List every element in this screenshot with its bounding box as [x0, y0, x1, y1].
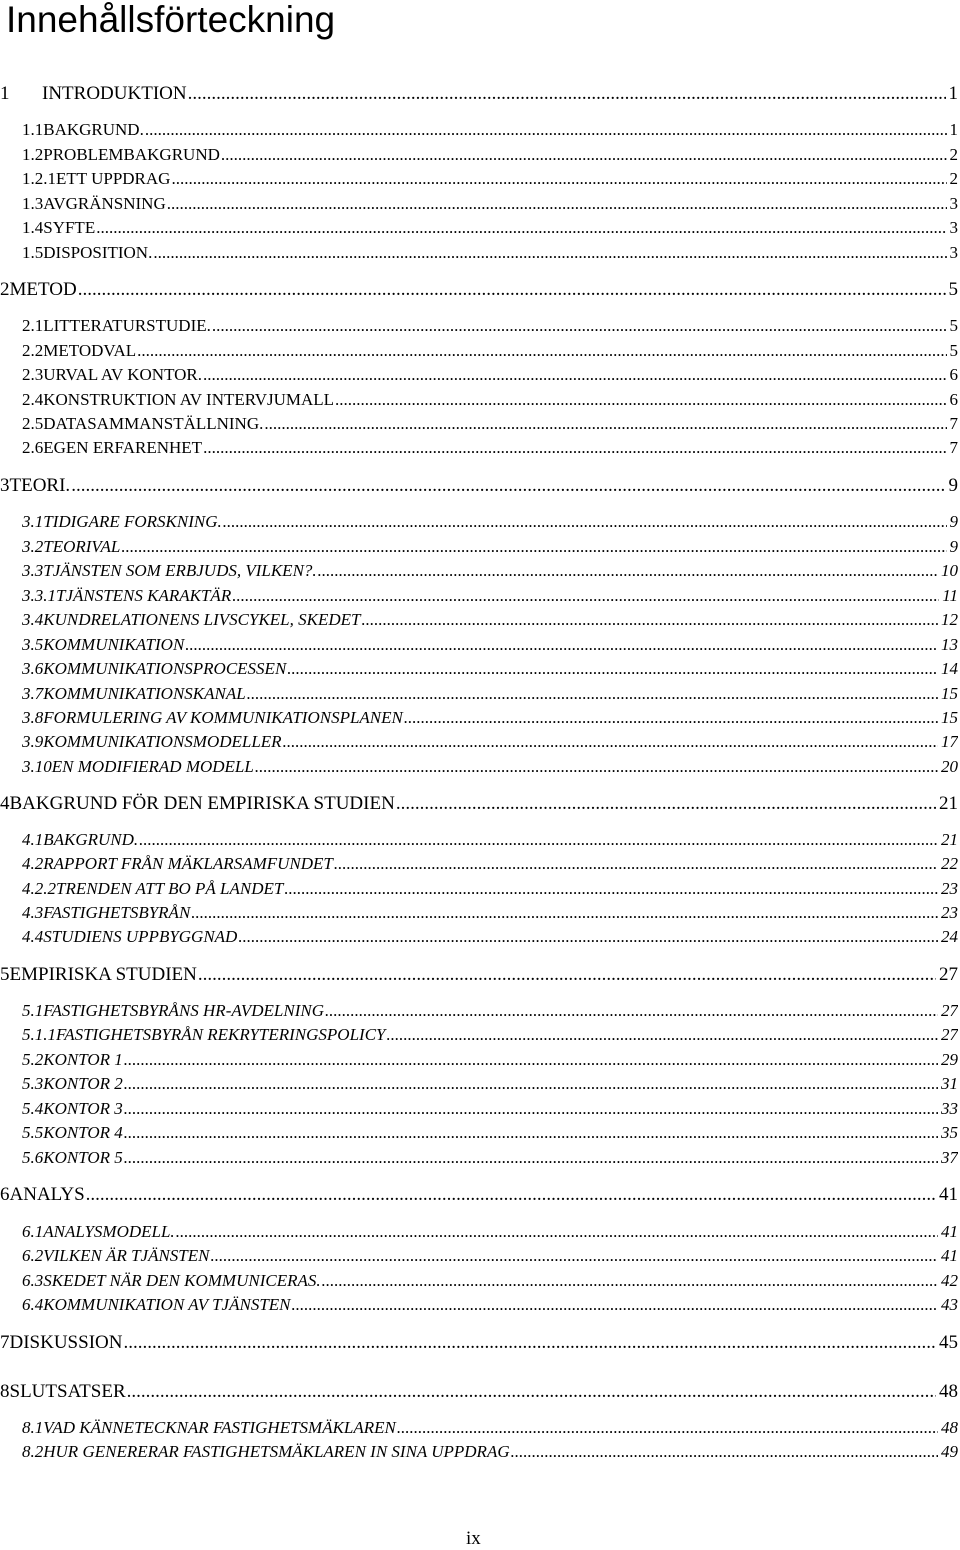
toc-entry-page: 11 — [942, 586, 958, 605]
toc-entry-page: 43 — [941, 1295, 958, 1314]
toc-entry-page: 35 — [941, 1123, 958, 1142]
toc-leader-dots — [511, 1441, 938, 1463]
toc-entry-label: KOMMUNIKATIONSMODELLER — [43, 732, 282, 751]
toc-entry[interactable] — [0, 474, 958, 498]
toc-entry-label: KONTOR 4 — [43, 1123, 123, 1142]
toc-leader-dots — [397, 1417, 938, 1439]
toc-entry-number: 5.3 — [22, 1074, 44, 1093]
toc-entry-number: 5 — [0, 964, 10, 985]
toc-entry-number: 4.2.2 — [22, 879, 56, 898]
toc-entry-label: BAKGRUND. — [43, 120, 144, 139]
toc-entry[interactable] — [22, 707, 958, 729]
toc-entry-label: TEORIVAL — [43, 537, 121, 556]
toc-entry-number: 5.5 — [22, 1123, 44, 1142]
toc-entry-page: 27 — [941, 1001, 958, 1020]
toc-entry-number: 5.1.1 — [22, 1025, 56, 1044]
toc-entry-number: 5.1 — [22, 1001, 44, 1020]
toc-entry[interactable] — [22, 1073, 958, 1095]
toc-entry[interactable] — [22, 144, 958, 166]
toc-entry-number: 1.4 — [22, 218, 44, 237]
toc-leader-dots — [203, 437, 946, 459]
toc-leader-dots — [334, 853, 938, 875]
toc-entry-number: 3.5 — [22, 635, 44, 654]
toc-entry-page: 3 — [949, 218, 958, 237]
toc-entry-label: SYFTE — [43, 218, 96, 237]
toc-entry[interactable] — [22, 609, 958, 631]
toc-entry[interactable] — [22, 1049, 958, 1071]
toc-leader-dots — [124, 1147, 938, 1169]
toc-leader-dots — [221, 144, 947, 166]
toc-leader-dots — [121, 536, 946, 558]
toc-entry[interactable] — [22, 168, 958, 190]
toc-entry-label: DATASAMMANSTÄLLNING. — [43, 414, 264, 433]
toc-leader-dots — [292, 1294, 939, 1316]
toc-leader-dots — [124, 1098, 938, 1120]
toc-leader-dots — [78, 278, 946, 302]
toc-entry[interactable] — [22, 756, 958, 778]
toc-entry-number: 2 — [0, 279, 10, 300]
toc-entry-page: 13 — [941, 635, 958, 654]
toc-entry-number: 3.7 — [22, 684, 44, 703]
toc-entry-label: PROBLEMBAKGRUND — [43, 145, 220, 164]
toc-entry-label: KOMMUNIKATION AV TJÄNSTEN — [43, 1295, 291, 1314]
toc-leader-dots — [191, 902, 938, 924]
toc-entry[interactable] — [22, 536, 958, 558]
toc-leader-dots — [283, 731, 938, 753]
toc-entry-number: 8 — [0, 1381, 10, 1402]
toc-entry-label: SLUTSATSER — [9, 1381, 126, 1402]
toc-entry-label: KONTOR 1 — [43, 1050, 123, 1069]
toc-entry-page: 2 — [949, 169, 958, 188]
toc-entry-label: METOD — [9, 279, 77, 300]
toc-entry-label: ANALYS — [9, 1184, 85, 1205]
toc-leader-dots — [86, 1183, 936, 1207]
toc-entry-number: 1 — [0, 83, 10, 104]
toc-entry-number: 6.1 — [22, 1222, 44, 1241]
toc-entry-page: 21 — [941, 830, 958, 849]
toc-entry-number: 2.6 — [22, 438, 44, 457]
toc-entry-label: BAKGRUND FÖR DEN EMPIRISKA STUDIEN — [9, 793, 395, 814]
toc-entry-page: 17 — [941, 732, 958, 751]
toc-leader-dots — [167, 193, 947, 215]
toc-entry-page: 6 — [949, 365, 958, 384]
toc-entry-page: 49 — [941, 1442, 958, 1461]
toc-entry[interactable] — [0, 82, 958, 106]
toc-leader-dots — [387, 1024, 939, 1046]
toc-leader-dots — [255, 756, 938, 778]
toc-entry-label: DISKUSSION — [9, 1332, 123, 1353]
toc-leader-dots — [153, 242, 946, 264]
toc-entry-number: 3.1 — [22, 512, 44, 531]
toc-entry[interactable] — [22, 1294, 958, 1316]
toc-leader-dots — [404, 707, 938, 729]
toc-entry-label: KONTOR 2 — [43, 1074, 123, 1093]
toc-leader-dots — [203, 364, 946, 386]
toc-entry[interactable] — [22, 437, 958, 459]
toc-entry-number: 4 — [0, 793, 10, 814]
toc-entry-page: 9 — [949, 537, 958, 556]
toc-entry-number: 3.3.1 — [22, 586, 56, 605]
toc-leader-dots — [287, 658, 938, 680]
toc-entry-number: 3 — [0, 475, 10, 496]
toc-entry[interactable] — [22, 511, 958, 533]
toc-entry-number: 3.10 — [22, 757, 52, 776]
toc-entry-label: KOMMUNIKATIONSPROCESSEN — [43, 659, 287, 678]
toc-entry-label: EGEN ERFARENHET — [43, 438, 203, 457]
toc-entry-label: ANALYSMODELL. — [43, 1222, 175, 1241]
toc-entry-page: 41 — [941, 1246, 958, 1265]
toc-entry-number: 6.4 — [22, 1295, 44, 1314]
toc-entry-number: 2.2 — [22, 341, 44, 360]
toc-leader-dots — [318, 560, 938, 582]
toc-entry-number: 3.3 — [22, 561, 44, 580]
toc-entry[interactable] — [22, 389, 958, 411]
toc-entry-page: 33 — [941, 1099, 958, 1118]
toc-entry-label: EMPIRISKA STUDIEN — [9, 964, 197, 985]
toc-entry-page: 6 — [949, 390, 958, 409]
toc-entry-number: 1.1 — [22, 120, 44, 139]
page-title: Innehållsförteckning — [6, 0, 336, 40]
toc-entry-number: 3.2 — [22, 537, 44, 556]
toc-entry[interactable] — [0, 792, 958, 816]
toc-leader-dots — [145, 119, 947, 141]
toc-entry-page: 7 — [949, 414, 958, 433]
toc-entry-page: 27 — [941, 1025, 958, 1044]
toc-entry-page: 9 — [949, 512, 958, 531]
toc-entry-label: KONSTRUKTION AV INTERVJUMALL — [43, 390, 335, 409]
toc-entry-number: 4.1 — [22, 830, 44, 849]
toc-entry-label: TIDIGARE FORSKNING. — [43, 512, 222, 531]
toc-entry-page: 37 — [941, 1148, 958, 1167]
toc-entry[interactable] — [0, 1331, 958, 1355]
toc-entry[interactable] — [22, 364, 958, 386]
toc-entry-number: 7 — [0, 1332, 10, 1353]
toc-entry[interactable] — [22, 926, 958, 948]
toc-entry-page: 48 — [939, 1381, 958, 1402]
toc-entry-page: 2 — [949, 145, 958, 164]
toc-leader-dots — [284, 878, 938, 900]
toc-entry-label: DISPOSITION. — [43, 243, 153, 262]
toc-entry-page: 10 — [941, 561, 958, 580]
toc-entry[interactable] — [22, 1024, 958, 1046]
toc-leader-dots — [96, 217, 946, 239]
toc-entry-number: 5.2 — [22, 1050, 44, 1069]
toc-entry[interactable] — [22, 878, 958, 900]
toc-entry[interactable] — [22, 217, 958, 239]
toc-entry[interactable] — [0, 963, 958, 987]
toc-entry-label: METODVAL — [43, 341, 137, 360]
toc-entry-page: 27 — [939, 964, 958, 985]
toc-entry-number: 2.4 — [22, 390, 44, 409]
toc-entry-label: LITTERATURSTUDIE. — [43, 316, 211, 335]
toc-leader-dots — [185, 634, 938, 656]
toc-entry[interactable] — [22, 1098, 958, 1120]
toc-entry-label: SKEDET NÄR DEN KOMMUNICERAS. — [43, 1271, 321, 1290]
toc-leader-dots — [171, 168, 946, 190]
toc-entry-page: 22 — [941, 854, 958, 873]
toc-entry-number: 6.3 — [22, 1271, 44, 1290]
toc-entry[interactable] — [0, 1380, 958, 1404]
toc-entry-page: 3 — [949, 243, 958, 262]
toc-leader-dots — [139, 829, 938, 851]
toc-leader-dots — [124, 1122, 938, 1144]
toc-entry-page: 15 — [941, 708, 958, 727]
toc-leader-dots — [325, 1000, 938, 1022]
toc-leader-dots — [137, 340, 946, 362]
toc-leader-dots — [238, 926, 938, 948]
toc-entry-page: 41 — [939, 1184, 958, 1205]
toc-entry[interactable] — [22, 242, 958, 264]
toc-entry-label: AVGRÄNSNING — [43, 194, 166, 213]
toc-leader-dots — [127, 1380, 936, 1404]
toc-entry-label: FASTIGHETSBYRÅNS HR-AVDELNING — [43, 1001, 325, 1020]
toc-leader-dots — [124, 1073, 938, 1095]
toc-entry-page: 24 — [941, 927, 958, 946]
toc-entry-number: 8.2 — [22, 1442, 44, 1461]
toc-leader-dots — [322, 1270, 938, 1292]
toc-entry[interactable] — [0, 278, 958, 302]
toc-entry-label: FORMULERING AV KOMMUNIKATIONSPLANEN — [43, 708, 403, 727]
page-number: ix — [466, 1528, 481, 1549]
toc-entry[interactable] — [22, 658, 958, 680]
toc-entry-label: RAPPORT FRÅN MÄKLARSAMFUNDET — [43, 854, 333, 873]
toc-leader-dots — [71, 474, 945, 498]
toc-entry[interactable] — [22, 683, 958, 705]
toc-entry[interactable] — [22, 315, 958, 337]
toc-entry-label: FASTIGHETSBYRÅN — [43, 903, 191, 922]
toc-entry-label: KONTOR 5 — [43, 1148, 123, 1167]
toc-entry-page: 45 — [939, 1332, 958, 1353]
toc-entry-page: 31 — [941, 1074, 958, 1093]
toc-entry-label: TJÄNSTEN SOM ERBJUDS, VILKEN?. — [43, 561, 317, 580]
toc-entry-page: 21 — [939, 793, 958, 814]
toc-entry-number: 1.2.1 — [22, 169, 56, 188]
toc-leader-dots — [335, 389, 946, 411]
toc-entry-label: KOMMUNIKATION — [43, 635, 185, 654]
toc-entry-page: 5 — [949, 316, 958, 335]
toc-entry-number: 3.6 — [22, 659, 44, 678]
toc-entry-page: 42 — [941, 1271, 958, 1290]
toc-entry-page: 7 — [949, 438, 958, 457]
toc-entry-page: 12 — [941, 610, 958, 629]
toc-entry[interactable] — [22, 193, 958, 215]
toc-leader-dots — [210, 1245, 938, 1267]
toc-entry-page: 23 — [941, 903, 958, 922]
toc-leader-dots — [124, 1049, 938, 1071]
toc-entry[interactable] — [22, 340, 958, 362]
toc-entry-page: 1 — [949, 120, 958, 139]
toc-entry[interactable] — [22, 1270, 958, 1292]
toc-entry-number: 4.4 — [22, 927, 44, 946]
toc-leader-dots — [176, 1221, 938, 1243]
toc-entry-page: 1 — [948, 83, 958, 104]
toc-entry[interactable] — [22, 634, 958, 656]
toc-entry-number: 3.4 — [22, 610, 44, 629]
toc-entry-page: 48 — [941, 1418, 958, 1437]
toc-entry[interactable] — [22, 902, 958, 924]
toc-entry-number: 4.3 — [22, 903, 44, 922]
toc-entry-number: 1.3 — [22, 194, 44, 213]
toc-entry-label: BAKGRUND. — [43, 830, 139, 849]
toc-entry-label: HUR GENERERAR FASTIGHETSMÄKLAREN IN SINA UPPDRAG — [43, 1442, 510, 1461]
toc-entry-page: 41 — [941, 1222, 958, 1241]
toc-entry-number: 3.8 — [22, 708, 44, 727]
toc-leader-dots — [247, 683, 938, 705]
toc-entry-number: 2.1 — [22, 316, 44, 335]
toc-entry-label: VAD KÄNNETECKNAR FASTIGHETSMÄKLAREN — [43, 1418, 396, 1437]
toc-entry[interactable] — [22, 853, 958, 875]
toc-entry-number: 1.2 — [22, 145, 44, 164]
toc-leader-dots — [223, 511, 947, 533]
toc-entry-number: 4.2 — [22, 854, 44, 873]
toc-entry-number: 5.4 — [22, 1099, 44, 1118]
toc-entry-number: 3.9 — [22, 732, 44, 751]
toc-leader-dots — [396, 792, 936, 816]
toc-entry-label: VILKEN ÄR TJÄNSTEN — [43, 1246, 210, 1265]
toc-entry-label: KOMMUNIKATIONSKANAL — [43, 684, 246, 703]
toc-entry[interactable] — [22, 1122, 958, 1144]
toc-entry[interactable] — [22, 829, 958, 851]
toc-entry-label: KUNDRELATIONENS LIVSCYKEL, SKEDET — [43, 610, 361, 629]
toc-entry-number: 5.6 — [22, 1148, 44, 1167]
toc-entry-label: FASTIGHETSBYRÅN REKRYTERINGSPOLICY — [56, 1025, 386, 1044]
toc-leader-dots — [188, 82, 946, 106]
toc-entry-page: 5 — [949, 341, 958, 360]
toc-entry[interactable] — [0, 1183, 958, 1207]
toc-entry-page: 23 — [941, 879, 958, 898]
toc-entry-page: 14 — [941, 659, 958, 678]
toc-entry-label: KONTOR 3 — [43, 1099, 123, 1118]
toc-leader-dots — [212, 315, 947, 337]
toc-entry[interactable] — [22, 1245, 958, 1267]
toc-entry-number: 6.2 — [22, 1246, 44, 1265]
toc-entry[interactable] — [22, 731, 958, 753]
toc-entry-label: EN MODIFIERAD MODELL — [51, 757, 254, 776]
toc-leader-dots — [198, 963, 936, 987]
toc-entry-label: URVAL AV KONTOR. — [43, 365, 203, 384]
toc-leader-dots — [232, 585, 939, 607]
toc-entry[interactable] — [22, 1417, 958, 1439]
toc-entry-label: TRENDEN ATT BO PÅ LANDET — [56, 879, 284, 898]
toc-leader-dots — [264, 413, 946, 435]
toc-entry-page: 29 — [941, 1050, 958, 1069]
toc-entry[interactable] — [22, 1441, 958, 1463]
toc-entry-label: TEORI. — [9, 475, 71, 496]
toc-entry-page: 15 — [941, 684, 958, 703]
toc-entry-number: 2.5 — [22, 414, 44, 433]
toc-entry[interactable] — [22, 1000, 958, 1022]
toc-entry-page: 5 — [948, 279, 958, 300]
toc-entry-page: 3 — [949, 194, 958, 213]
toc-entry[interactable] — [22, 585, 958, 607]
toc-entry-number: 8.1 — [22, 1418, 44, 1437]
toc-entry[interactable] — [22, 1147, 958, 1169]
toc-entry-number: 1.5 — [22, 243, 44, 262]
toc-entry[interactable] — [22, 560, 958, 582]
toc-entry[interactable] — [22, 413, 958, 435]
toc-entry-label: TJÄNSTENS KARAKTÄR — [56, 586, 232, 605]
toc-entry-page: 20 — [941, 757, 958, 776]
toc-leader-dots — [361, 609, 938, 631]
toc-entry[interactable] — [22, 119, 958, 141]
toc-leader-dots — [123, 1331, 936, 1355]
toc-entry-label: INTRODUKTION — [42, 83, 187, 104]
toc-entry-label: STUDIENS UPPBYGGNAD — [43, 927, 238, 946]
toc-entry-number: 2.3 — [22, 365, 44, 384]
toc-entry-label: ETT UPPDRAG — [56, 169, 171, 188]
toc-entry[interactable] — [22, 1221, 958, 1243]
toc-entry-page: 9 — [948, 475, 958, 496]
toc-entry-number: 6 — [0, 1184, 10, 1205]
